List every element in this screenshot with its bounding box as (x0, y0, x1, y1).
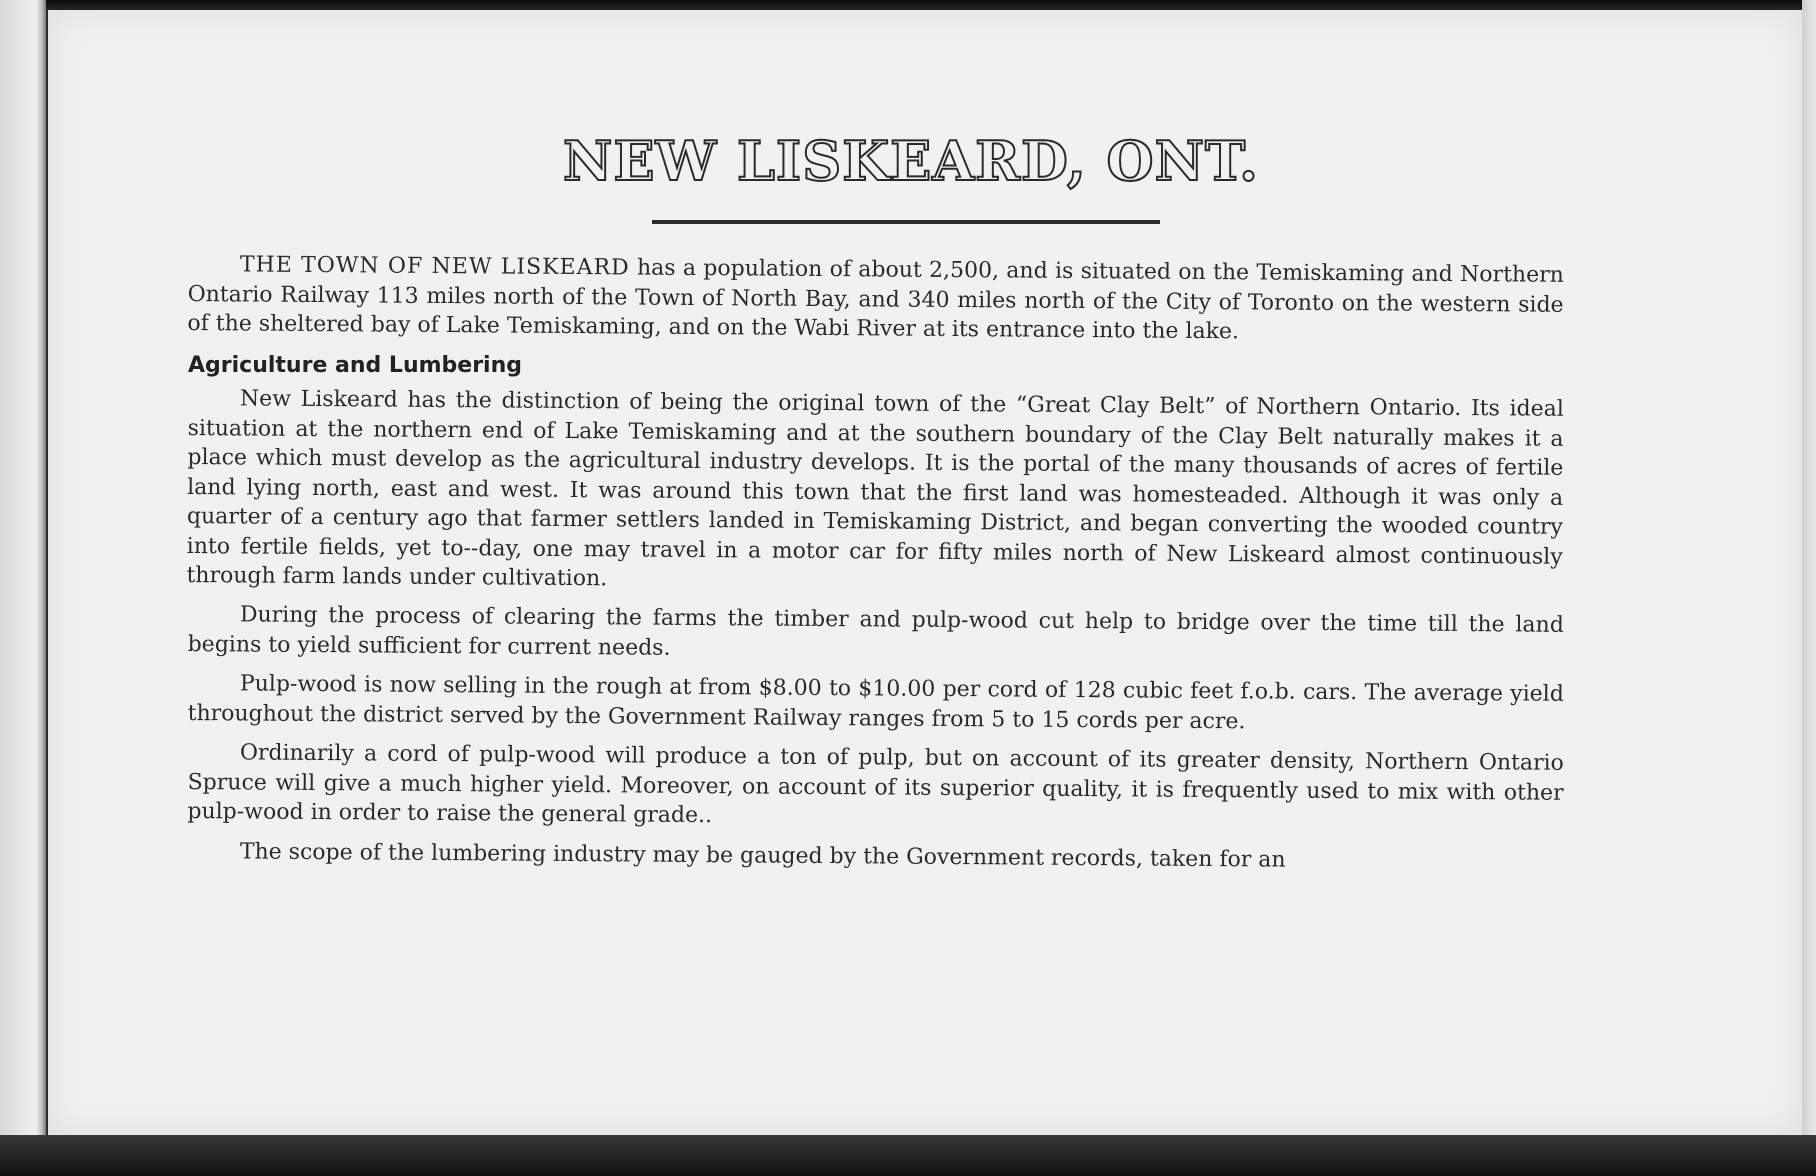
paragraph-pulp-price: Pulp-wood is now selling in the rough at from $8.00 to $10.00 per cord of 128 cubic feet f.o.b. cars. The average yield throughout the district served by the Government Railway ranges from 5 to 15 cords per acre. (187, 671, 1564, 734)
paragraph-clay-belt: New Liskeard has the distinction of being the original town of the “Great Clay Belt” of Northern Ontario. Its ideal situation at the northern end of Lake Temiskaming and at the southern boundary of the Clay Belt naturally makes it a place which must develop as the agricultural industry develops. It is the portal of the many thousands of acres of fertile land lying north, east and west. It was around this town that the first land was homesteaded. Although it was only a quarter of a century ago that farmer settlers landed in Temiskaming District, and began converting the wooded country into fertile fields, yet to--day, one may travel in a motor car for fifty miles north of New Liskeard almost continuously through farm lands under cultivation. (186, 385, 1564, 591)
title-underline (652, 220, 1160, 224)
document-content (186, 128, 1564, 873)
paragraph-pulp-yield: Ordinarily a cord of pulp-wood will produce a ton of pulp, but on account of its greater density, Northern Ontario Spruce will give a much higher yield. Moreover, on account of its superior quality, it is frequently used to mix with other pulp-wood in order to raise the general grade.. (187, 740, 1564, 829)
paragraph-lumbering-scope: The scope of the lumbering industry may be gauged by the Government records, taken for an (239, 838, 1286, 873)
section-heading: Agriculture and Lumbering (188, 352, 523, 378)
intro-paragraph (187, 250, 1564, 349)
intro-lead: THE TOWN OF NEW LISKEARD (239, 252, 630, 281)
scan-right-border (1802, 0, 1816, 1176)
scan-left-border (0, 0, 46, 1176)
intro-text: has a population of about 2,500, and is situated on the Temiskaming and Northern Ontario Railway 113 miles north of the Town of North Bay, and 340 miles north of the City of Toronto on the western side of the sheltered bay of Lake Temiskaming, and on the Wabi River at its entrance into the lake. (187, 255, 1564, 345)
page-title: NEW LISKEARD, ONT. (563, 129, 1259, 193)
paragraph-clearing: During the process of clearing the farms the timber and pulp-wood cut help to bridge over the time till the land begins to yield sufficient for current needs. (187, 602, 1564, 661)
scan-bottom-border (0, 1135, 1816, 1176)
